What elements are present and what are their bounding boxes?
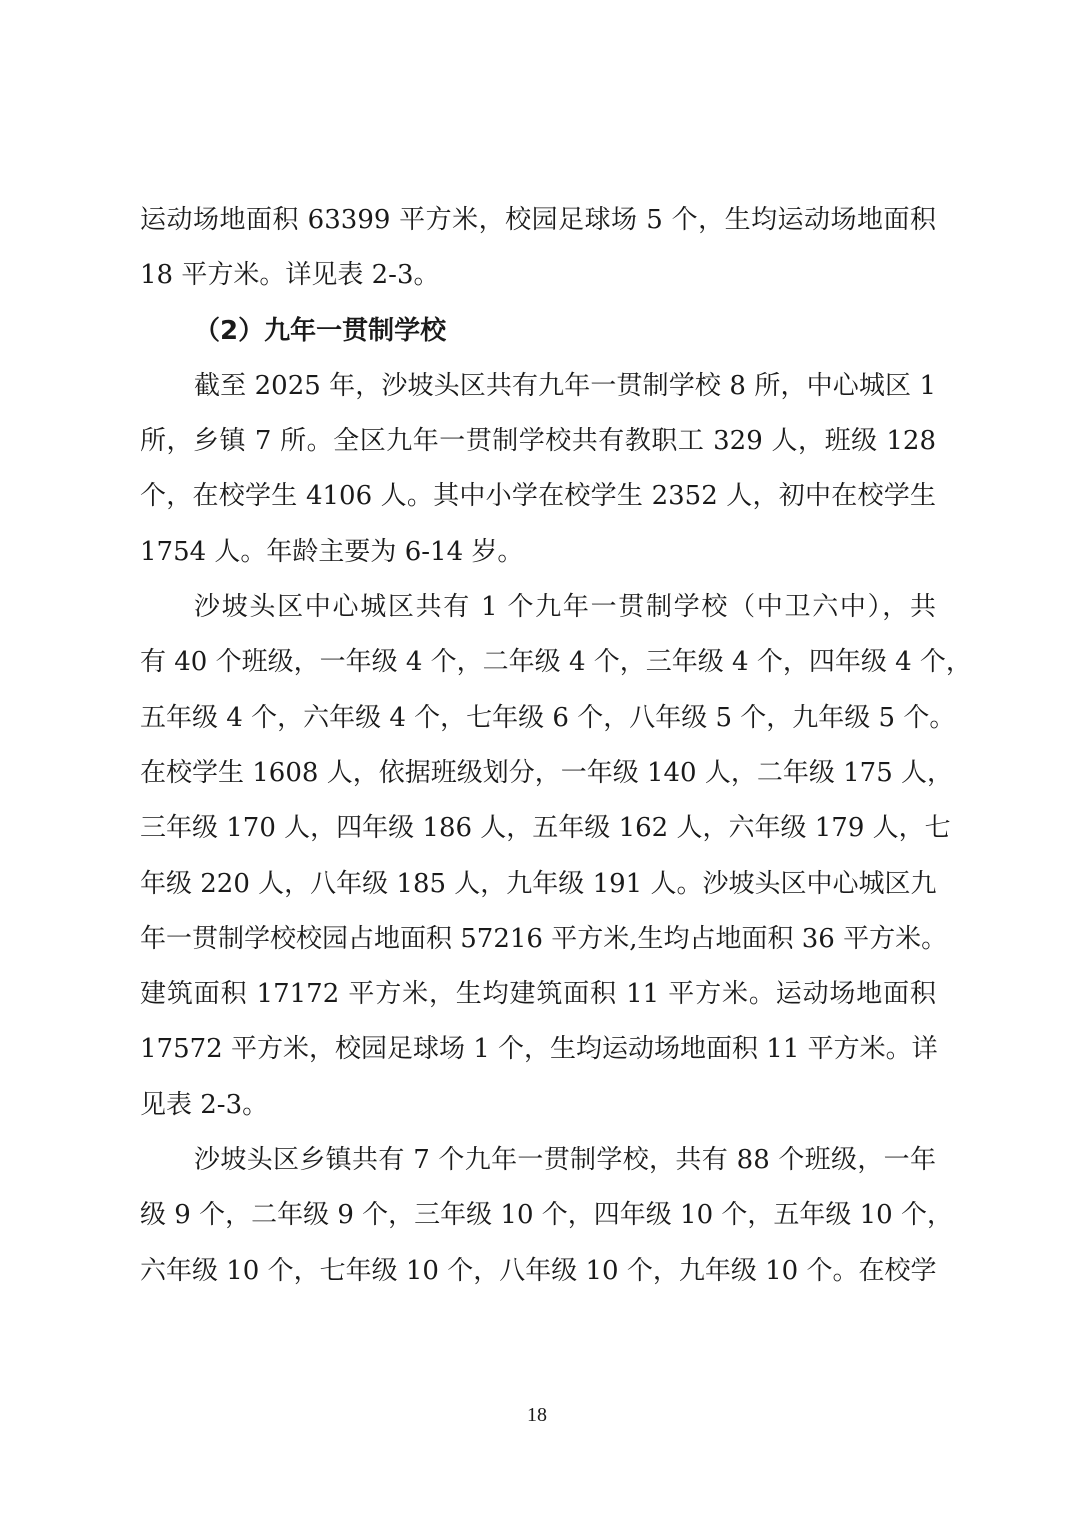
paragraph-line: 有 40 个班级，一年级 4 个，二年级 4 个，三年级 4 个，四年级 4 个， [140, 647, 972, 678]
paragraph-line: 17572 平方米，校园足球场 1 个，生均运动场地面积 11 平方米。详 [140, 1034, 938, 1065]
paragraph-line: 18 平方米。详见表 2-3。 [140, 260, 440, 291]
paragraph-line: 年一贯制学校校园占地面积 57216 平方米,生均占地面积 36 平方米。 [140, 923, 948, 954]
paragraph-line: 截至 2025 年，沙坡头区共有九年一贯制学校 8 所，中心城区 1 [194, 370, 936, 401]
paragraph-line: 个，在校学生 4106 人。其中小学在校学生 2352 人，初中在校学生 [140, 481, 936, 512]
paragraph-line: 建筑面积 17172 平方米，生均建筑面积 11 平方米。运动场地面积 [140, 979, 936, 1010]
paragraph-line: 所，乡镇 7 所。全区九年一贯制学校共有教职工 329 人，班级 128 [140, 426, 936, 457]
paragraph-line: 见表 2-3。 [140, 1089, 269, 1120]
paragraph-line: 级 9 个，二年级 9 个，三年级 10 个，四年级 10 个，五年级 10 个， [140, 1200, 953, 1231]
document-body [140, 196, 972, 1302]
paragraph-line: 沙坡头区中心城区共有 1 个九年一贯制学校（中卫六中），共 [194, 592, 936, 623]
paragraph-line: 年级 220 人，八年级 185 人，九年级 191 人。沙坡头区中心城区九 [140, 868, 937, 899]
paragraph-line: 1754 人。年龄主要为 6-14 岁。 [140, 536, 524, 567]
paragraph-line: 沙坡头区乡镇共有 7 个九年一贯制学校，共有 88 个班级，一年 [194, 1145, 936, 1176]
paragraph-line: 六年级 10 个，七年级 10 个，八年级 10 个，九年级 10 个。在校学 [140, 1255, 937, 1286]
paragraph-line: 在校学生 1608 人，依据班级划分，一年级 140 人，二年级 175 人， [140, 757, 954, 788]
section-heading: （2）九年一贯制学校 [194, 315, 447, 346]
paragraph-line: 运动场地面积 63399 平方米，校园足球场 5 个，生均运动场地面积 [140, 205, 936, 235]
page-number: 18 [527, 1404, 547, 1426]
paragraph-line: 五年级 4 个，六年级 4 个，七年级 6 个，八年级 5 个，九年级 5 个。 [140, 702, 956, 733]
paragraph-line: 三年级 170 人，四年级 186 人，五年级 162 人，六年级 179 人，七 [140, 813, 951, 844]
